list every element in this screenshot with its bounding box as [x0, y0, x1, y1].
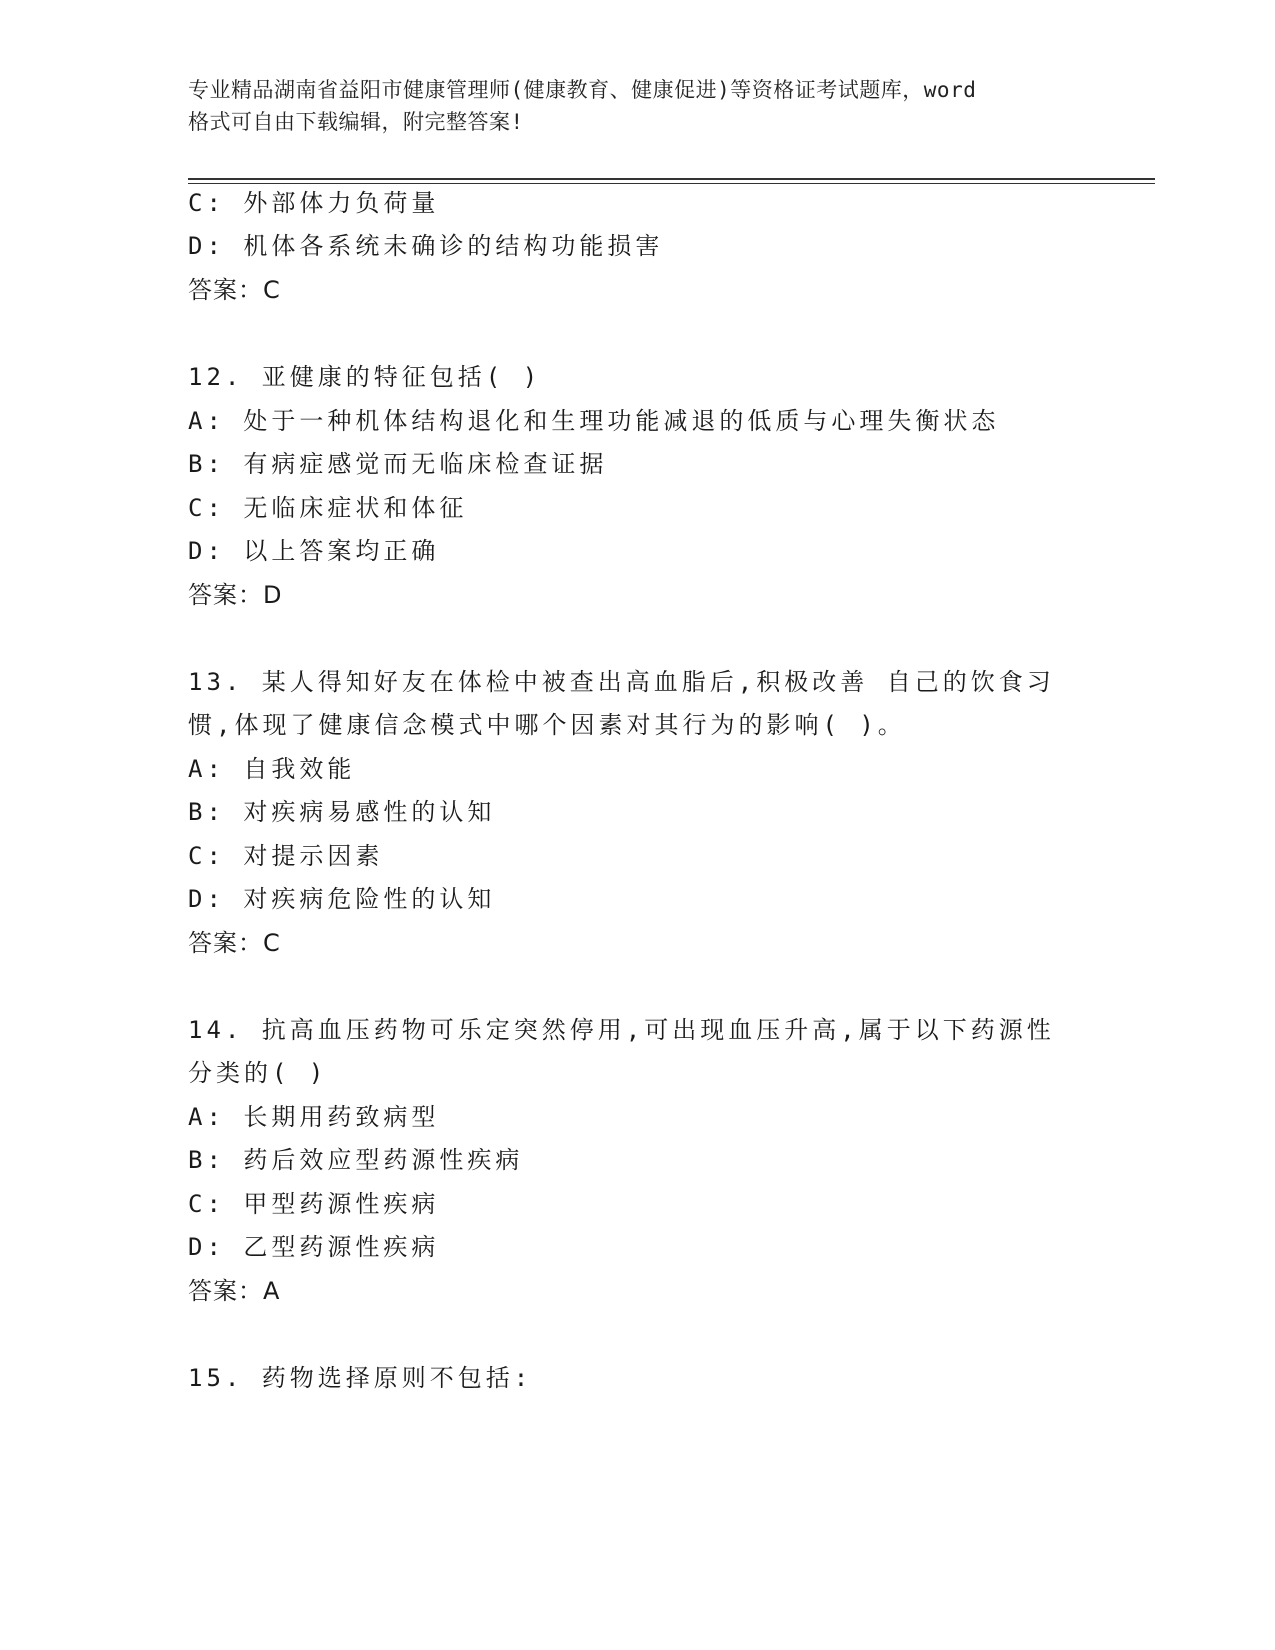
q14-option-b: B: 药后效应型药源性疾病	[188, 1146, 524, 1174]
q12-answer: 答案：D	[188, 581, 283, 609]
q12-option-b: B: 有病症感觉而无临床检查证据	[188, 450, 608, 478]
q13-answer: 答案：C	[188, 929, 281, 957]
header-line-1: 专业精品湖南省益阳市健康管理师(健康教育、健康促进)等资格证考试题库，word	[188, 78, 977, 102]
q13-option-c: C: 对提示因素	[188, 842, 384, 870]
header-rule-thick	[188, 178, 1155, 180]
q14-stem-line-1: 14. 抗高血压药物可乐定突然停用,可出现血压升高,属于以下药源性	[188, 1016, 1055, 1044]
q11-answer: 答案：C	[188, 276, 281, 304]
q14-option-c: C: 甲型药源性疾病	[188, 1190, 440, 1218]
document-header	[188, 74, 1088, 138]
q13-option-a: A: 自我效能	[188, 755, 356, 783]
q13-option-b: B: 对疾病易感性的认知	[188, 798, 496, 826]
q14-answer: 答案：A	[188, 1277, 281, 1305]
q13-option-d: D: 对疾病危险性的认知	[188, 885, 496, 913]
q13-stem-line-1: 13. 某人得知好友在体检中被查出高血脂后,积极改善 自己的饮食习	[188, 668, 1055, 696]
header-rule-thin	[188, 183, 1155, 184]
q14-option-a: A: 长期用药致病型	[188, 1103, 440, 1131]
q12-stem: 12. 亚健康的特征包括( )	[188, 363, 542, 391]
q13-stem-line-2: 惯,体现了健康信念模式中哪个因素对其行为的影响( )。	[188, 711, 906, 739]
q14-stem-line-2: 分类的( )	[188, 1059, 328, 1087]
q15-stem: 15. 药物选择原则不包括:	[188, 1364, 533, 1392]
q11-option-c: C: 外部体力负荷量	[188, 189, 440, 217]
header-line-2: 格式可自由下载编辑，附完整答案!	[188, 110, 524, 134]
q12-option-a: A: 处于一种机体结构退化和生理功能减退的低质与心理失衡状态	[188, 407, 1000, 435]
q12-option-c: C: 无临床症状和体征	[188, 494, 468, 522]
q14-option-d: D: 乙型药源性疾病	[188, 1233, 440, 1261]
q11-option-d: D: 机体各系统未确诊的结构功能损害	[188, 232, 664, 260]
q12-option-d: D: 以上答案均正确	[188, 537, 440, 565]
